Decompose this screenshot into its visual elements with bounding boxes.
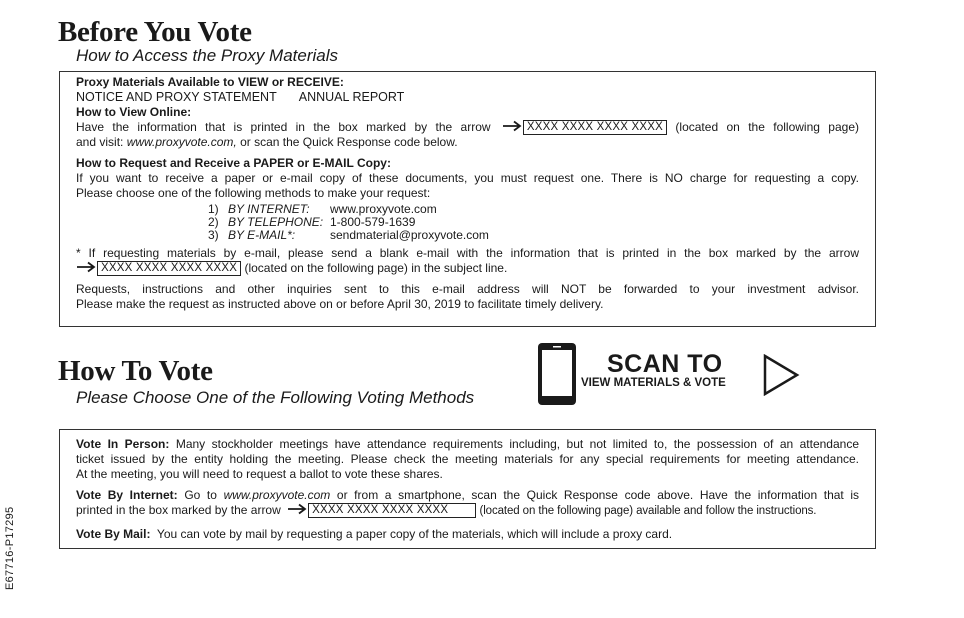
material-notice: NOTICE AND PROXY STATEMENT bbox=[76, 90, 277, 104]
control-number-box: XXXX XXXX XXXX XXXX bbox=[523, 120, 667, 135]
section-title-before-you-vote: Before You Vote bbox=[58, 16, 252, 48]
scan-to-heading: SCAN TO bbox=[607, 350, 723, 378]
control-number-box: XXXX XXXX XXXX XXXX bbox=[308, 503, 476, 518]
vote-by-internet-line-2: printed in the box marked by the arrow XXXX XXXX XXXX XXXX (located on the following page) available and follow the instructions. bbox=[76, 503, 817, 517]
advisor-note-1: Requests, instructions and other inquiries sent to this e-mail address will NOT be forwarded to your investment advisor. bbox=[76, 282, 859, 296]
arrow-right-icon bbox=[502, 120, 522, 132]
request-text-1: If you want to receive a paper or e-mail copy of these documents, you must request one. There is NO charge for requesting a copy. bbox=[76, 171, 859, 185]
email-note-1: * If requesting materials by e-mail, please send a blank e-mail with the information that is printed in the box marked by the arrow bbox=[76, 246, 859, 260]
control-number-box: XXXX XXXX XXXX XXXX bbox=[97, 261, 241, 276]
method-internet-value[interactable]: www.proxyvote.com bbox=[330, 202, 437, 216]
vote-in-person-line-2: ticket issued by the entity holding the meeting. Please check the meeting materials for any special requirements for meeting attendance. bbox=[76, 452, 859, 466]
view-online-text: Have the information that is printed in the box marked by the arrow XXXX XXXX XXXX XXXX (located on the following page) bbox=[76, 120, 859, 134]
request-heading: How to Request and Receive a PAPER or E-MAIL Copy: bbox=[76, 156, 391, 170]
document-code: E67716-P17295 bbox=[4, 506, 16, 590]
view-online-heading: How to View Online: bbox=[76, 105, 192, 119]
vote-by-mail-line: Vote By Mail: You can vote by mail by requesting a paper copy of the materials, which will include a proxy card. bbox=[76, 527, 673, 541]
method-internet: 1) BY INTERNET: www.proxyvote.com bbox=[208, 202, 437, 216]
vote-in-person-line-3: At the meeting, you will need to request a ballot to vote these shares. bbox=[76, 467, 443, 481]
vote-by-internet-line-1: Vote By Internet: Go to www.proxyvote.com or from a smartphone, scan the Quick Response code above. Have the information that is bbox=[76, 488, 860, 502]
vote-in-person-line-1: Vote In Person: Many stockholder meetings have attendance requirements including, but not limited to, the possession of an attendance bbox=[76, 437, 859, 451]
materials-list bbox=[76, 90, 859, 105]
section-subtitle-access: How to Access the Proxy Materials bbox=[76, 46, 339, 65]
available-heading: Proxy Materials Available to VIEW or RECEIVE: bbox=[76, 75, 344, 89]
proxyvote-link[interactable]: www.proxyvote.com bbox=[223, 488, 331, 502]
proxy-materials-box bbox=[59, 71, 876, 327]
method-email: 3) BY E-MAIL*: sendmaterial@proxyvote.com bbox=[208, 228, 489, 242]
proxyvote-link[interactable]: www.proxyvote.com, bbox=[126, 135, 237, 149]
section-title-how-to-vote: How To Vote bbox=[58, 355, 213, 387]
play-triangle-icon bbox=[762, 354, 800, 396]
view-online-text-2: and visit: www.proxyvote.com, or scan the Quick Response code below. bbox=[76, 135, 458, 149]
scan-to-subheading: VIEW MATERIALS & VOTE bbox=[581, 377, 726, 389]
vote-in-person-label: Vote In Person: bbox=[76, 437, 170, 451]
arrow-right-icon bbox=[287, 503, 307, 515]
request-methods-list bbox=[208, 203, 859, 242]
request-text-2: Please choose one of the following methods to make your request: bbox=[76, 186, 431, 200]
vote-by-mail-label: Vote By Mail: bbox=[76, 527, 151, 541]
method-email-value[interactable]: sendmaterial@proxyvote.com bbox=[330, 228, 489, 242]
smartphone-icon bbox=[536, 341, 578, 407]
method-telephone-value[interactable]: 1-800-579-1639 bbox=[330, 215, 416, 229]
material-annual-report: ANNUAL REPORT bbox=[298, 90, 405, 104]
section-subtitle-voting-methods: Please Choose One of the Following Voting Methods bbox=[76, 388, 475, 407]
arrow-right-icon bbox=[76, 261, 96, 273]
vote-by-internet-label: Vote By Internet: bbox=[76, 488, 178, 502]
voting-methods-box bbox=[59, 429, 876, 549]
method-telephone: 2) BY TELEPHONE: 1-800-579-1639 bbox=[208, 215, 416, 229]
email-note-2: XXXX XXXX XXXX XXXX (located on the following page) in the subject line. bbox=[76, 261, 859, 276]
advisor-note-2: Please make the request as instructed above on or before April 30, 2019 to facilitate timely delivery. bbox=[76, 297, 604, 311]
